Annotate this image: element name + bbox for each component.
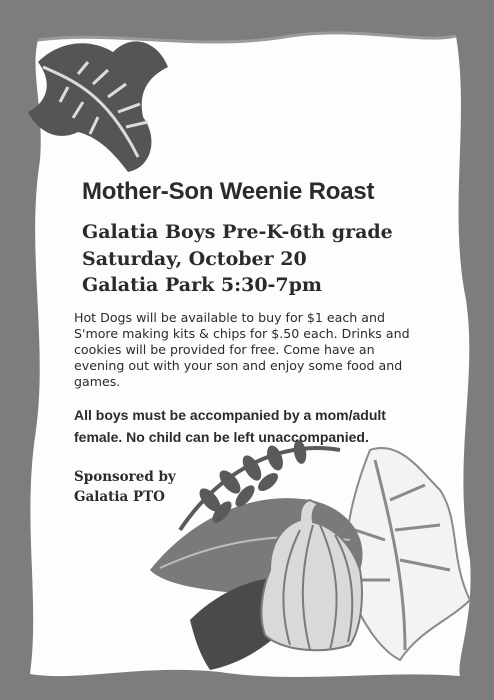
- event-details: Hot Dogs will be available to buy for $1 each and S'more making kits & chips for $.50 each. Drinks and cookies will be provided for free. Come have an evening out with your son and enjoy some food and games.: [74, 310, 410, 389]
- event-title: Mother-Son Weenie Roast: [82, 178, 375, 205]
- sponsor-name: Galatia PTO: [74, 489, 165, 505]
- sponsor-label: Sponsored by: [74, 469, 176, 485]
- event-audience: Galatia Boys Pre-K-6th grade: [82, 221, 393, 243]
- event-location-time: Galatia Park 5:30-7pm: [82, 274, 323, 296]
- accompaniment-notice: All boys must be accompanied by a mom/adult female. No child can be left unaccompanied.: [74, 407, 386, 445]
- event-date: Saturday, October 20: [82, 248, 307, 270]
